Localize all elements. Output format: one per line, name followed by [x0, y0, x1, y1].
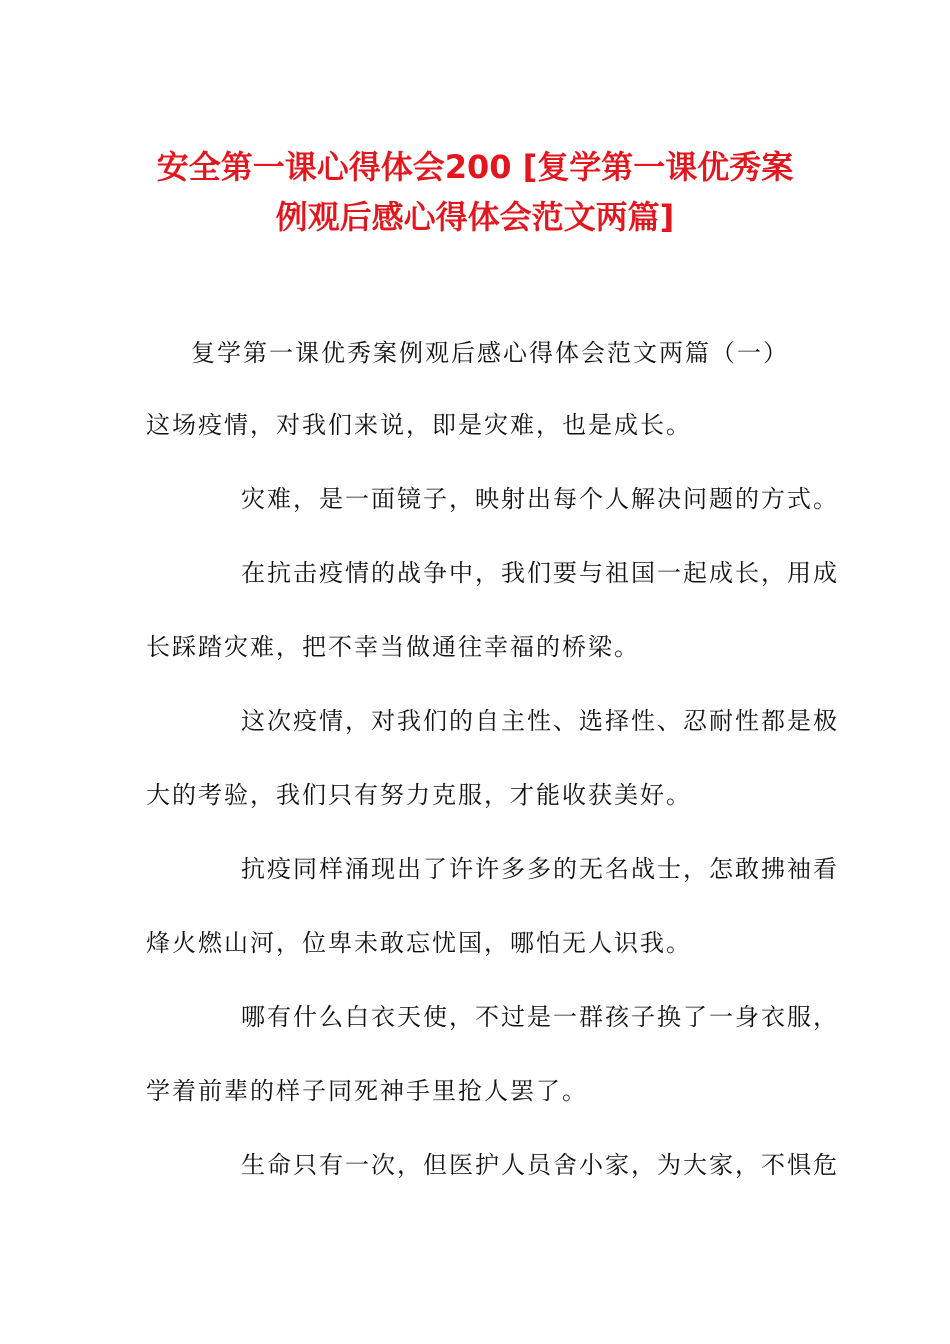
document-title-line-1: 安全第一课心得体会200 [复学第一课优秀案 [156, 148, 794, 186]
paragraph-line: 灾难，是一面镜子，映射出每个人解决问题的方式。 [241, 485, 839, 513]
paragraph-line: 这场疫情，对我们来说，即是灾难，也是成长。 [146, 411, 692, 439]
paragraph-line: 学着前辈的样子同死神手里抢人罢了。 [146, 1077, 588, 1105]
document-title-line-2: 例观后感心得体会范文两篇] [275, 198, 675, 236]
paragraph-line: 长踩踏灾难，把不幸当做通往幸福的桥梁。 [146, 633, 640, 661]
section-heading: 复学第一课优秀案例观后感心得体会范文两篇（一） [191, 339, 789, 367]
paragraph-line: 抗疫同样涌现出了许许多多的无名战士，怎敢拂袖看 [241, 855, 839, 883]
paragraph-line: 哪有什么白衣天使，不过是一群孩子换了一身衣服， [241, 1003, 839, 1031]
paragraph-line: 大的考验，我们只有努力克服，才能收获美好。 [146, 781, 692, 809]
paragraph-line: 这次疫情，对我们的自主性、选择性、忍耐性都是极 [241, 707, 839, 735]
paragraph-line: 在抗击疫情的战争中，我们要与祖国一起成长，用成 [241, 559, 839, 587]
paragraph-line: 烽火燃山河，位卑未敢忘忧国，哪怕无人识我。 [146, 929, 692, 957]
paragraph-line: 生命只有一次，但医护人员舍小家，为大家，不惧危 [241, 1151, 839, 1179]
